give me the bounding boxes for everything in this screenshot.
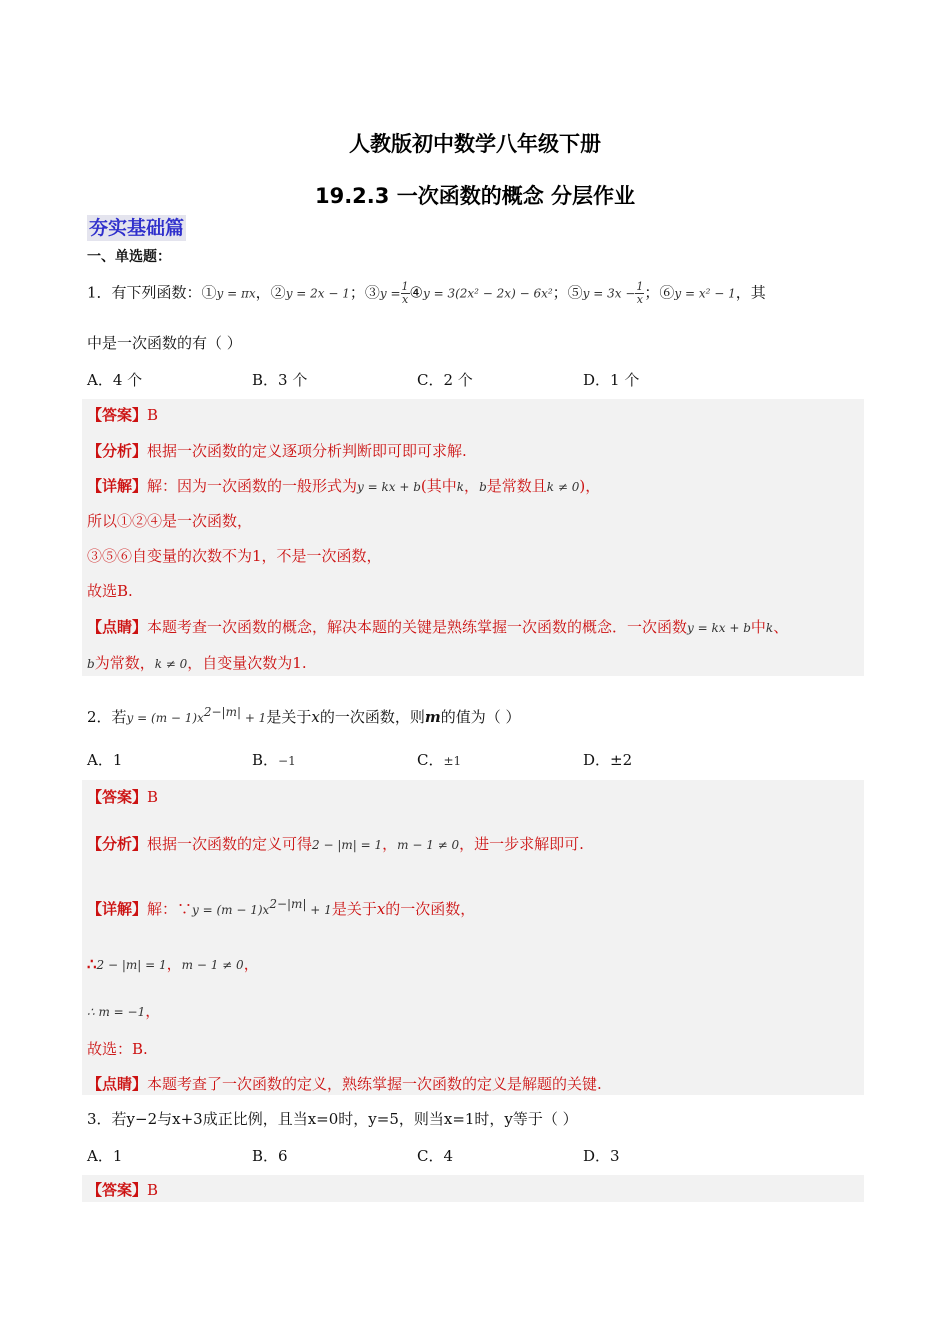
answer-value: B — [147, 1181, 159, 1199]
detail-var-b: b — [479, 480, 487, 494]
q2-text-3: 的值为（ ） — [440, 708, 521, 726]
q1-sep-6: ，其 — [735, 283, 766, 302]
frac-denominator: x — [401, 293, 409, 306]
frac-numerator: 1 — [401, 280, 409, 293]
comment-tag: 【点睛】 — [87, 618, 148, 636]
q3-option-d: D．3 — [583, 1147, 620, 1165]
detail-expr-1: 2 − |m| = 1 — [96, 958, 167, 972]
option-value: −1 — [278, 754, 296, 768]
q3-option-c: C．4 — [417, 1147, 454, 1165]
q1-option-a: A．4 个 — [87, 371, 143, 389]
option-value: ±2 — [610, 751, 633, 769]
q2-detail-line3 — [87, 1000, 160, 1023]
detail-sep: ， — [166, 955, 182, 973]
q1-sep-3: ④ — [409, 283, 423, 302]
detail-expr: y = kx + b — [357, 480, 421, 494]
answer-value: B — [147, 788, 159, 806]
therefore-symbol: ∴ — [87, 955, 97, 973]
q1-detail — [87, 475, 600, 498]
q2-answer — [87, 786, 158, 808]
detail-tag: 【详解】 — [87, 900, 148, 918]
q2-text: 是关于 — [266, 708, 312, 726]
detail-text-c: ， — [464, 477, 480, 495]
comment-expr-2: k ≠ 0 — [154, 657, 188, 671]
q2-solution-box — [82, 780, 864, 1095]
detail-sep-2: ， — [243, 955, 259, 973]
q2-option-d — [583, 749, 632, 770]
document-title: 人教版初中数学八年级下册 — [349, 132, 601, 156]
analysis-tag: 【分析】 — [87, 442, 148, 460]
detail-text-c: 的一次函数， — [385, 900, 476, 918]
detail-text-b: (其中 — [420, 477, 457, 495]
detail-tag: 【详解】 — [87, 477, 148, 495]
detail-exponent: 2−|m| — [269, 897, 307, 911]
detail-expr: y = (m − 1)x — [192, 903, 270, 917]
detail-result-expr: ∴ m = −1 — [87, 1005, 146, 1019]
detail-text-e: )， — [579, 477, 601, 495]
q2-expr-tail: + 1 — [241, 711, 267, 725]
detail-text-d: 是常数且 — [486, 477, 547, 495]
q2-detail — [87, 893, 475, 921]
q1-analysis — [87, 440, 467, 462]
analysis-expr-1: 2 − |m| = 1 — [312, 838, 383, 852]
q1-expr-4: y = 3(2x² − 2x) − 6x² — [423, 286, 553, 301]
q2-prefix: 2．若 — [87, 708, 127, 726]
analysis-text: 根据一次函数的定义逐项分析判断即可即可求解. — [147, 442, 467, 460]
comment-var-b: b — [87, 657, 95, 671]
detail-expr-2: k ≠ 0 — [546, 480, 580, 494]
analysis-sep: ， — [382, 835, 398, 853]
q1-stem-line2: 中是一次函数的有（ ） — [87, 334, 242, 352]
option-value: ±1 — [443, 754, 462, 768]
comment-tag: 【点睛】 — [87, 1075, 148, 1093]
q1-expr-5: y = 3x − — [582, 286, 636, 301]
q3-option-a: A．1 — [87, 1147, 123, 1165]
analysis-text: 根据一次函数的定义可得 — [147, 835, 313, 853]
detail-expr-tail: + 1 — [306, 903, 332, 917]
q1-sep-4: ；⑤ — [552, 283, 583, 302]
option-label: B． — [252, 751, 279, 769]
q2-detail-line4: 故选：B. — [87, 1040, 148, 1058]
q1-comment — [87, 616, 788, 639]
q1-detail-line3: ③⑤⑥自变量的次数不为1，不是一次函数， — [87, 547, 382, 565]
q2-var-x: x — [311, 708, 320, 726]
answer-tag: 【答案】 — [87, 788, 148, 806]
q2-expr: y = (m − 1)x — [126, 711, 204, 725]
q2-option-c — [417, 749, 461, 770]
analysis-expr-2: m − 1 ≠ 0 — [397, 838, 460, 852]
subsection-heading: 一、单选题： — [87, 249, 171, 265]
q2-comment — [87, 1073, 602, 1095]
comment-text: 本题考查一次函数的概念，解决本题的关键是熟练掌握一次函数的概念．一次函数 — [147, 618, 688, 636]
q1-expr-2: y = 2x − 1 — [285, 286, 350, 301]
q1-comment-line2 — [87, 652, 307, 675]
comment-text-c: 、 — [773, 618, 789, 636]
q1-frac-3 — [401, 281, 410, 306]
q1-stem — [87, 281, 766, 306]
q1-option-d: D．1 个 — [583, 371, 640, 389]
answer-tag: 【答案】 — [87, 1181, 148, 1199]
q2-detail-line2 — [87, 953, 259, 976]
q3-solution-box — [82, 1175, 864, 1202]
q1-sep-2: ；③ — [349, 283, 380, 302]
comment-expr: y = kx + b — [687, 621, 751, 635]
q1-option-c: C．2 个 — [417, 371, 473, 389]
comment-text-f: ，自变量次数为1. — [187, 654, 307, 672]
q2-var-m: m — [424, 708, 441, 726]
option-label: C． — [417, 751, 444, 769]
answer-value: B — [147, 406, 159, 424]
q2-exponent: 2−|m| — [203, 705, 241, 719]
section-heading: 夯实基础篇 — [89, 217, 185, 239]
q1-detail-line2: 所以①②④是一次函数， — [87, 512, 253, 530]
document-subtitle: 19.2.3 一次函数的概念 分层作业 — [314, 184, 636, 208]
q3-answer — [87, 1179, 158, 1201]
q2-option-a: A．1 — [87, 751, 123, 769]
q3-option-b: B．6 — [252, 1147, 288, 1165]
q2-text-2: 的一次函数，则 — [319, 708, 425, 726]
q3-stem: 3．若y−2与x+3成正比例，且当x=0时，y=5，则当x=1时，y等于（ ） — [87, 1110, 578, 1128]
detail-text: 解：因为一次函数的一般形式为 — [147, 477, 358, 495]
comment-text-b: 中 — [750, 618, 766, 636]
q2-stem — [87, 701, 520, 729]
q1-expr-1: y = πx — [216, 286, 256, 301]
comment-text-d: 为常数， — [94, 654, 155, 672]
answer-tag: 【答案】 — [87, 406, 148, 424]
analysis-text-c: ，进一步求解即可. — [459, 835, 584, 853]
comment-var-k: k — [765, 621, 774, 635]
detail-sep-3: ， — [145, 1002, 161, 1020]
q1-prefix: 1．有下列函数：① — [87, 283, 217, 302]
detail-var-x: x — [376, 900, 386, 918]
q1-option-b: B．3 个 — [252, 371, 308, 389]
detail-text: 解：∵ — [147, 900, 193, 918]
q2-option-b — [252, 749, 296, 770]
detail-text-b: 是关于 — [331, 900, 377, 918]
frac-numerator: 1 — [636, 280, 644, 293]
analysis-tag: 【分析】 — [87, 835, 148, 853]
q1-sep-1: ，② — [255, 283, 286, 302]
frac-denominator: x — [636, 293, 644, 306]
detail-var-k: k — [456, 480, 465, 494]
comment-text: 本题考查了一次函数的定义，熟练掌握一次函数的定义是解题的关键. — [147, 1075, 602, 1093]
q2-analysis — [87, 833, 584, 856]
q1-sep-5: ；⑥ — [644, 283, 675, 302]
q1-answer — [87, 404, 158, 426]
option-label: D． — [583, 751, 611, 769]
q1-expr-3: y = — [379, 286, 401, 301]
detail-expr-2: m − 1 ≠ 0 — [181, 958, 244, 972]
q1-detail-line4: 故选B. — [87, 582, 133, 600]
q1-expr-6: y = x² − 1 — [674, 286, 736, 301]
